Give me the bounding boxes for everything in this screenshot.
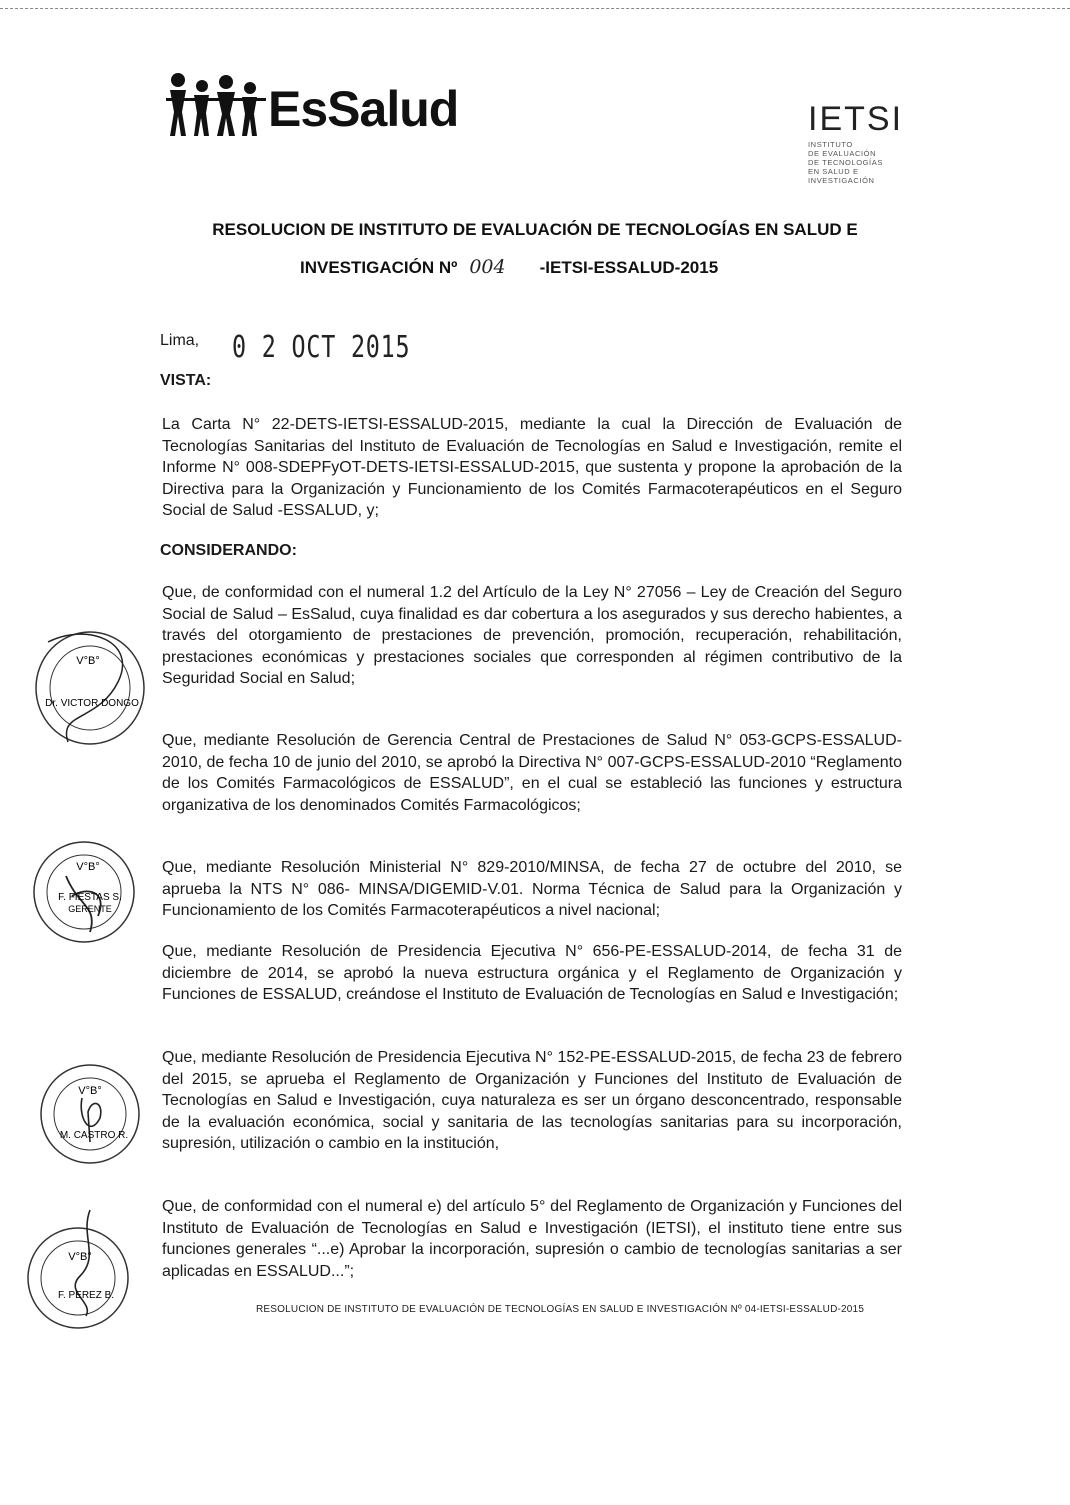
- paragraph-considerando-2: Que, mediante Resolución de Gerencia Central de Prestaciones de Salud N° 053-GCPS-ESSALUD-2010, de fecha 10 de junio del 2010, se aprobó la Directiva N° 007-GCPS-ESSALUD-2010 “Reglamento de los Comités Farmacológicos de ESSALUD”, en el cual se estableció las funciones y estructura organizativa de los denominados Comités Farmacológicos;: [162, 732, 902, 814]
- logo-text: EsSalud: [268, 81, 459, 137]
- resolution-number-handwritten: 004: [469, 256, 506, 278]
- date-stamp: 0 2 OCT 2015: [232, 330, 411, 365]
- paragraph-considerando-4: Que, mediante Resolución de Presidencia Ejecutiva N° 656-PE-ESSALUD-2014, de fecha 31 de diciembre de 2014, se aprobó la nueva estructura orgánica y el Reglamento de Organización y Funciones de ESSALUD, creándose el Instituto de Evaluación de Tecnologías en Salud e Investigación;: [162, 943, 902, 1003]
- approval-stamp-2: [28, 836, 140, 948]
- family-figures-icon: [166, 68, 266, 138]
- page-footer: RESOLUCION DE INSTITUTO DE EVALUACIÓN DE TECNOLOGÍAS EN SALUD E INVESTIGACIÓN Nº 04-IETSI-ESSALUD-2015: [256, 1304, 865, 1315]
- approval-stamp-4: [20, 1206, 138, 1346]
- stamp-2-label: V°B°: [76, 861, 100, 873]
- paragraph-considerando-5: Que, mediante Resolución de Presidencia Ejecutiva N° 152-PE-ESSALUD-2015, de fecha 23 de febrero del 2015, se aprueba el Reglamento de Organización y Funciones del Instituto de Evaluación de Tecnologías en Salud e Investigación, cuya naturaleza es ser un órgano desconcentrado, responsable de la evaluación económica, social y sanitaria de las tecnologías sanitarias para su incorporación, supresión, utilización o cambio en la institución,: [162, 1049, 902, 1152]
- paragraph-considerando-3: Que, mediante Resolución Ministerial N° 829-2010/MINSA, de fecha 27 de octubre del 2010, se aprueba la NTS N° 086- MINSA/DIGEMID-V.01. Norma Técnica de Salud para la Organización y Funcionamiento de los Comités Farmacoterapéuticos a nivel nacional;: [162, 859, 902, 919]
- stamp-1-name: Dr. VICTOR DONGO: [45, 698, 139, 709]
- heading-considerando: CONSIDERANDO:: [160, 542, 297, 559]
- scan-edge-line: [0, 8, 1070, 13]
- ietsi-logo: [808, 102, 903, 185]
- approval-stamp-1: [28, 622, 152, 752]
- ietsi-name: IETSI: [808, 100, 904, 138]
- stamp-2-role: GERENTE: [68, 904, 112, 914]
- approval-stamp-3: [34, 1058, 144, 1170]
- stamp-1-label: V°B°: [76, 655, 100, 667]
- place-label: Lima,: [160, 332, 200, 349]
- resolution-title-line2: INVESTIGACIÓN Nº 004 -IETSI-ESSALUD-2015: [300, 256, 719, 278]
- stamp-2-name: F. FIESTAS S.: [58, 892, 122, 903]
- paragraph-considerando-6: Que, de conformidad con el numeral e) del artículo 5° del Reglamento de Organización y Funciones del Instituto de Evaluación de Tecnologías en Salud e Investigación (IETSI), el instituto tiene entre sus funciones generales “...e) Aprobar la incorporación, supresión o cambio de tecnologías sanitarias a ser aplicadas en ESSALUD...”;: [162, 1198, 902, 1280]
- paragraph-vista: La Carta N° 22-DETS-IETSI-ESSALUD-2015, mediante la cual la Dirección de Evaluación de Tecnologías Sanitarias del Instituto de Evaluación de Tecnologías en Salud e Investigación, remite el Informe N° 008-SDEPFyOT-DETS-IETSI-ESSALUD-2015, que sustenta y propone la aprobación de la Directiva para la Organización y Funcionamiento de los Comités Farmacoterapéuticos en el Seguro Social de Salud -ESSALUD, y;: [162, 416, 902, 519]
- paragraph-considerando-1: Que, de conformidad con el numeral 1.2 del Artículo de la Ley N° 27056 – Ley de Creación del Seguro Social de Salud – EsSalud, cuya finalidad es dar cobertura a los asegurados y sus derecho habientes, a través del otorgamiento de prestaciones de prevención, promoción, recuperación, rehabilitación, prestaciones económicas y prestaciones sociales que corresponden al régimen contributivo de la Seguridad Social en Salud;: [162, 584, 902, 687]
- stamp-3-name: M. CASTRO R.: [59, 1130, 129, 1141]
- stamp-4-label: V°B°: [68, 1251, 92, 1263]
- stamp-4-name: F. PEREZ B.: [57, 1290, 115, 1301]
- stamp-3-label: V°B°: [78, 1085, 102, 1097]
- resolution-title-line1: RESOLUCION DE INSTITUTO DE EVALUACIÓN DE TECNOLOGÍAS EN SALUD E: [212, 220, 858, 239]
- ietsi-subtitle: INSTITUTO DE EVALUACIÓN DE TECNOLOGÍAS EN SALUD E INVESTIGACIÓN: [808, 140, 883, 185]
- heading-vista: VISTA:: [160, 372, 212, 389]
